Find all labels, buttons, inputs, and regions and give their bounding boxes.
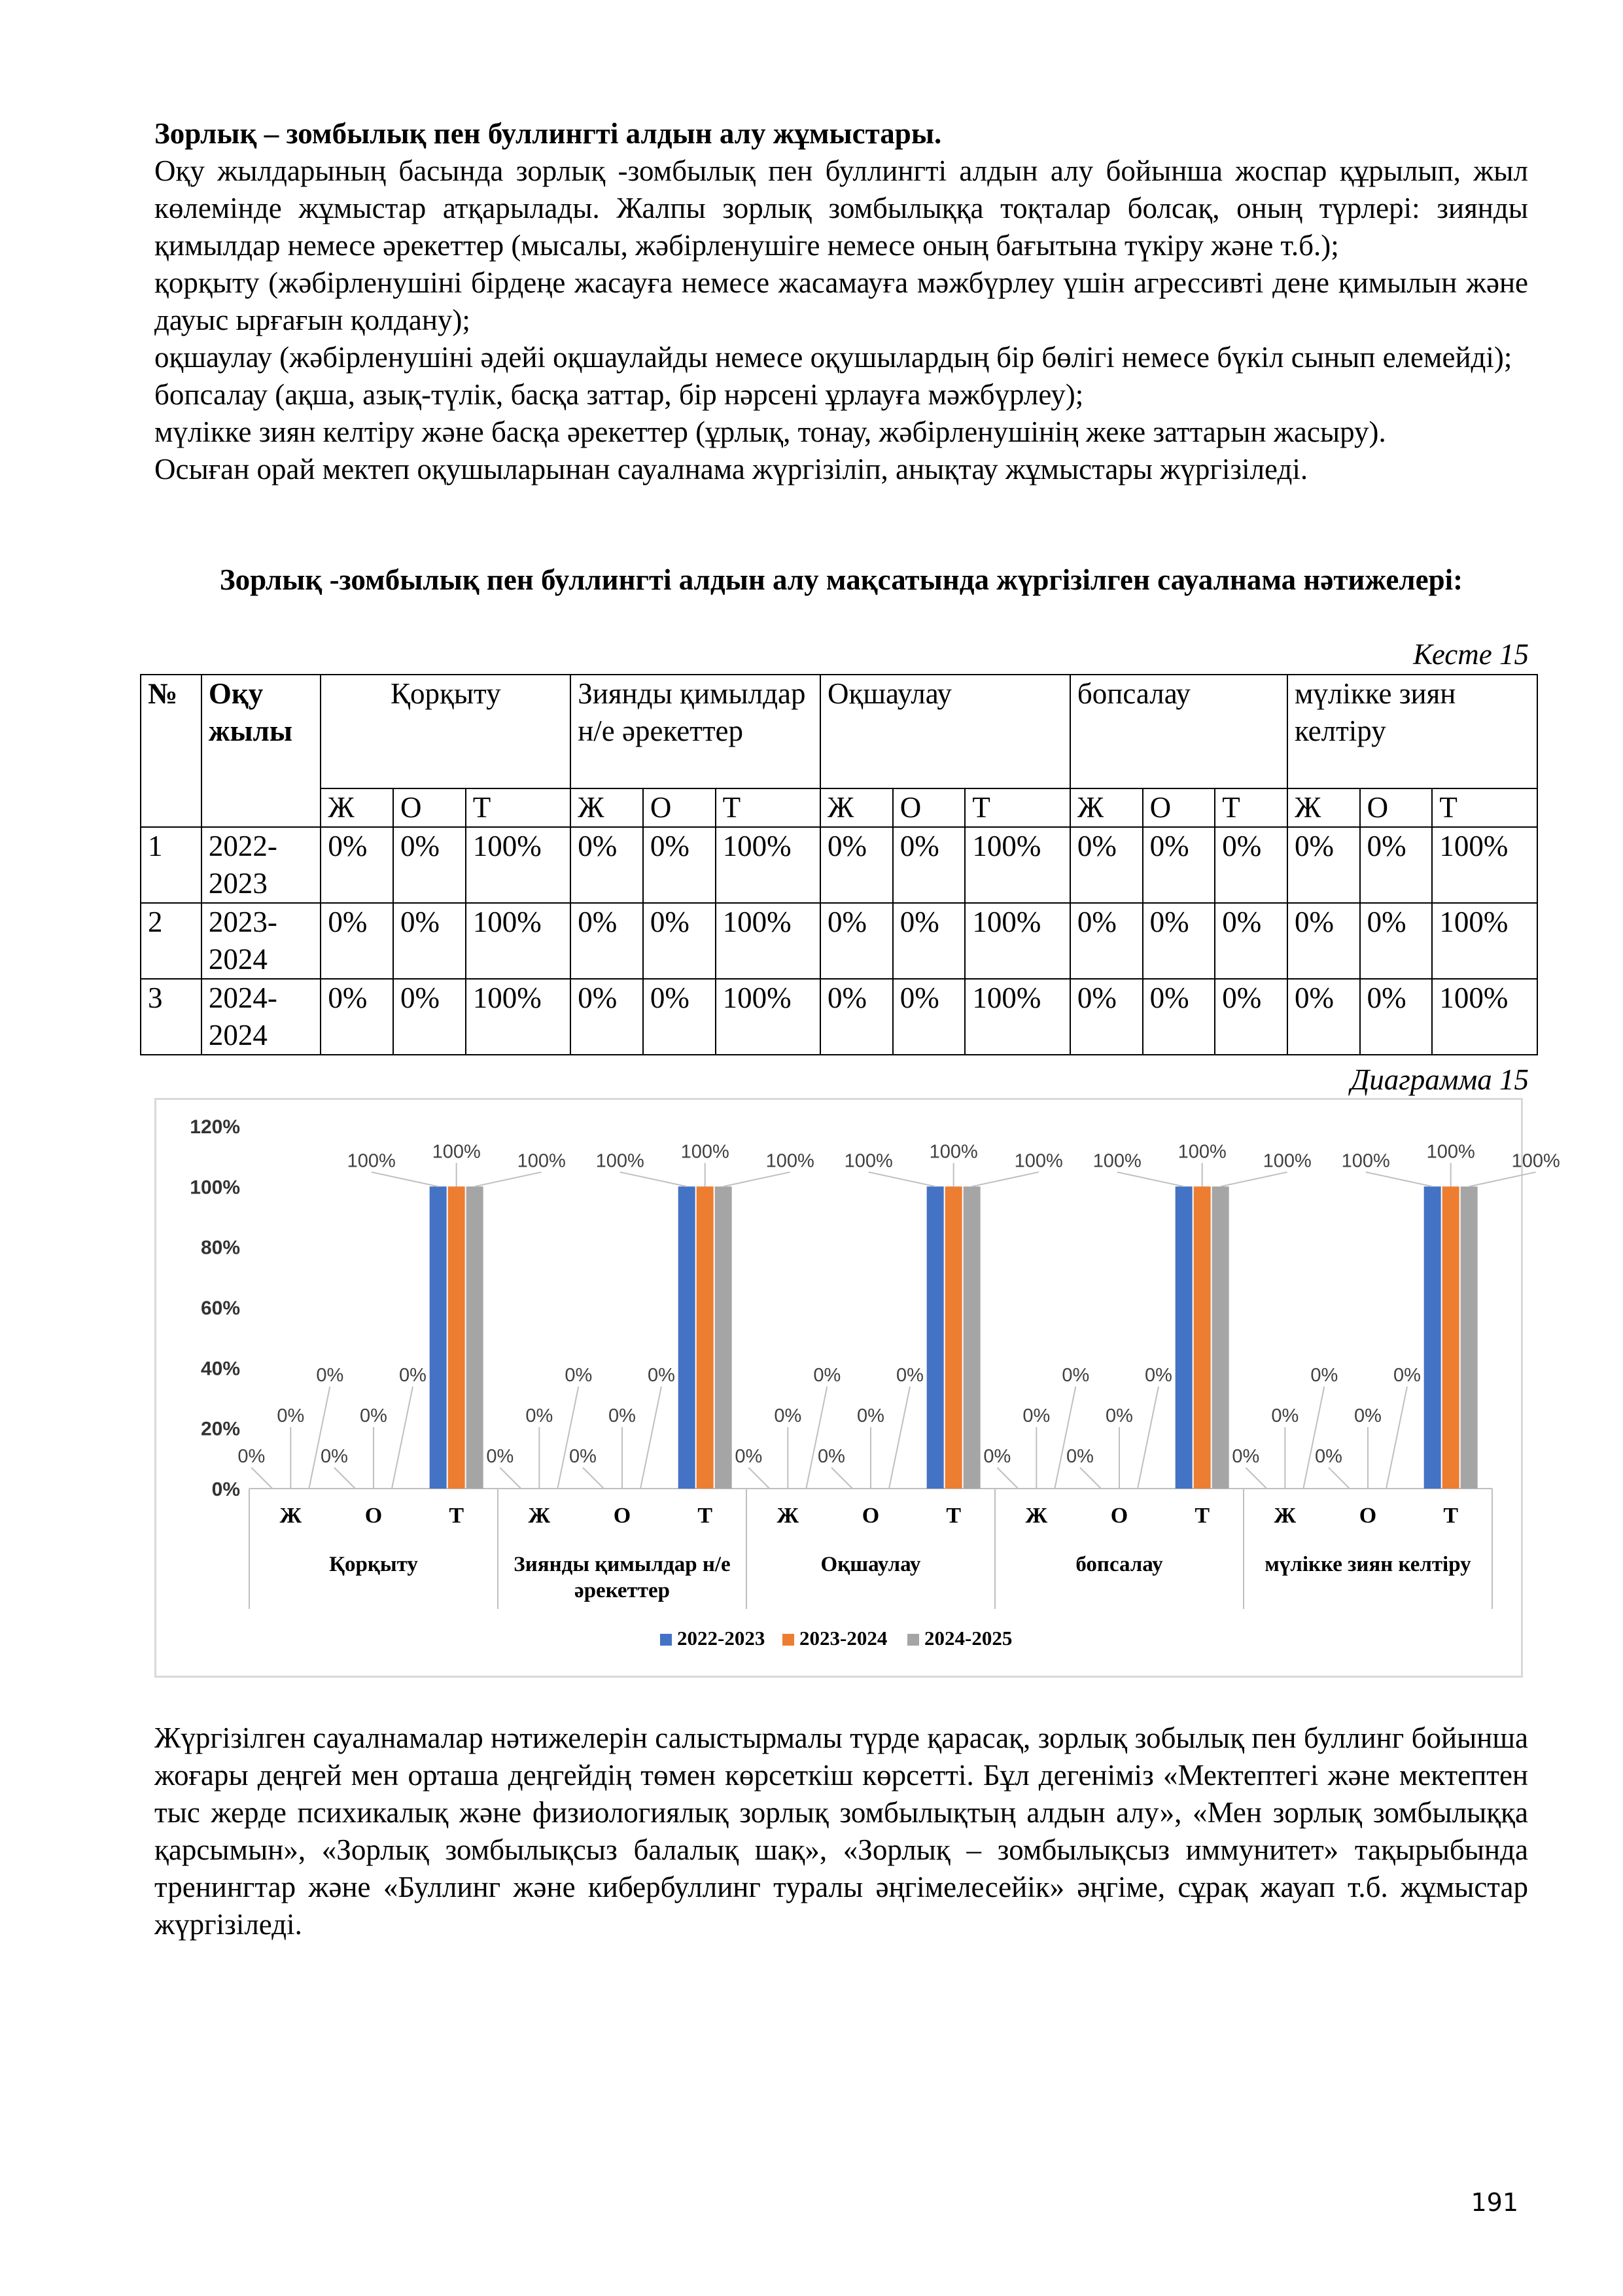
chart-caption: Диаграмма 15 <box>1350 1063 1529 1096</box>
table-cell: 0% <box>1360 827 1433 903</box>
subheader-1-3: Т <box>466 788 570 827</box>
data-label-leader <box>1080 1468 1101 1489</box>
header-year: Оқу жылы <box>201 675 321 827</box>
table-title: Зорлық -зомбылық пен буллингті алдын алу мақсатында жүргізілген сауалнама нәтижелері: <box>219 563 1463 596</box>
data-label: 100% <box>347 1150 396 1172</box>
bar <box>430 1186 447 1489</box>
data-label-leader <box>1246 1468 1266 1489</box>
x-subcategory-label: Ж <box>528 1504 551 1528</box>
table-cell: 0% <box>570 903 643 979</box>
data-label: 100% <box>595 1150 644 1172</box>
intro-paragraph-6: Осыған орай мектеп оқушыларынан сауалнама жүргізіліп, анықтау жұмыстары жүргізіледі. <box>154 453 1308 486</box>
x-subcategory-label: Ж <box>1025 1504 1048 1528</box>
table-header-row <box>141 675 1537 788</box>
header-no: № <box>141 675 201 827</box>
table-cell: 0% <box>321 979 393 1055</box>
table-row <box>141 979 1537 1055</box>
table-cell: 100% <box>1432 827 1537 903</box>
subheader-5-1: Ж <box>1287 788 1360 827</box>
legend-swatch <box>782 1634 794 1646</box>
data-label: 100% <box>929 1141 978 1163</box>
intro-section <box>154 115 1528 488</box>
data-label-leader <box>1303 1386 1324 1489</box>
x-subcategory-label: Т <box>1195 1504 1210 1528</box>
data-label-leader <box>1055 1386 1075 1489</box>
legend-label: 2022-2023 <box>677 1627 765 1650</box>
subheader-1-2: О <box>393 788 466 827</box>
table-cell: 0% <box>1070 827 1143 903</box>
data-label-leader <box>1469 1172 1536 1186</box>
table-cell: 100% <box>466 827 570 903</box>
subheader-4-2: О <box>1143 788 1215 827</box>
data-label: 0% <box>486 1446 514 1467</box>
bar <box>945 1186 962 1489</box>
subheader-1-1: Ж <box>321 788 393 827</box>
table-cell: 0% <box>820 903 893 979</box>
table-cell: 0% <box>393 903 466 979</box>
x-group-label: бопсалау <box>1075 1553 1163 1576</box>
subheader-3-1: Ж <box>820 788 893 827</box>
table-cell: 0% <box>1215 979 1287 1055</box>
table-cell: 100% <box>466 903 570 979</box>
table-cell: 100% <box>716 979 820 1055</box>
table-body <box>141 827 1537 1055</box>
table-cell: 0% <box>893 827 966 903</box>
table-cell: 0% <box>570 827 643 903</box>
data-label-leader <box>392 1386 413 1489</box>
legend-label: 2024-2025 <box>924 1627 1013 1650</box>
data-label: 100% <box>1178 1141 1227 1163</box>
row-number: 2 <box>141 903 201 979</box>
data-label-leader <box>869 1172 935 1186</box>
data-label: 0% <box>1145 1365 1172 1386</box>
table-cell: 0% <box>893 979 966 1055</box>
data-label-leader <box>831 1468 852 1489</box>
data-label-leader <box>1221 1172 1287 1186</box>
table-cell: 100% <box>1432 903 1537 979</box>
data-label: 0% <box>1022 1405 1051 1426</box>
table-cell: 0% <box>820 979 893 1055</box>
intro-paragraph-5: мүлікке зиян келтіру және басқа әрекеттер (ұрлық, тонау, жәбірленушінің жеке заттарын жасыру). <box>154 415 1386 448</box>
x-subcategory-label: Ж <box>777 1504 799 1528</box>
header-group-5: мүлікке зиян келтіру <box>1287 675 1537 788</box>
x-subcategory-label: Т <box>1443 1504 1459 1528</box>
data-label-leader <box>557 1386 578 1489</box>
y-tick-label: 60% <box>200 1298 240 1319</box>
table-cell: 0% <box>1215 903 1287 979</box>
data-label-leader <box>972 1172 1039 1186</box>
y-tick-label: 0% <box>211 1479 240 1500</box>
subheader-4-1: Ж <box>1070 788 1143 827</box>
survey-table <box>140 674 1538 1055</box>
data-label: 100% <box>517 1150 566 1172</box>
data-label: 0% <box>316 1365 344 1386</box>
data-label-leader <box>806 1386 827 1489</box>
section-heading: Зорлық – зомбылық пен буллингті алдын алу жұмыстары. <box>154 117 942 150</box>
table-row <box>141 903 1537 979</box>
data-label-leader <box>997 1468 1018 1489</box>
table-cell: 0% <box>1360 903 1433 979</box>
subheader-3-3: Т <box>965 788 1070 827</box>
data-label: 0% <box>1393 1365 1421 1386</box>
subheader-4-3: Т <box>1215 788 1287 827</box>
data-label-leader <box>724 1172 790 1186</box>
x-group-label: Зиянды қимылдар н/е әрекеттер <box>514 1553 731 1602</box>
data-label: 0% <box>983 1446 1011 1467</box>
data-label: 100% <box>1092 1150 1142 1172</box>
y-tick-label: 80% <box>200 1237 240 1259</box>
data-label: 0% <box>565 1365 593 1386</box>
x-subcategory-label: О <box>613 1504 631 1528</box>
intro-paragraph-1: Оқу жылдарының басында зорлық -зомбылық пен буллингті алдын алу бойынша жоспар құрылып, жыл көлемінде жұмыстар атқарылады. Жалпы зорлық зомбылыққа тоқталар болсақ, оның түрлері: зиянды қимылдар немесе әрекеттер (мысалы, жәбірленушіге немесе оның бағытына түкіру және т.б.); <box>154 154 1528 262</box>
header-group-2: Зиянды қимылдар н/е әрекеттер <box>570 675 820 788</box>
bar <box>1176 1186 1193 1489</box>
data-label: 0% <box>525 1405 553 1426</box>
bar <box>448 1186 465 1489</box>
data-label: 0% <box>857 1405 884 1426</box>
data-label-leader <box>251 1468 272 1489</box>
table-cell: 0% <box>643 827 716 903</box>
data-label: 100% <box>1426 1141 1475 1163</box>
data-label-leader <box>1117 1172 1184 1186</box>
data-label-leader <box>1138 1386 1159 1489</box>
x-subcategory-label: Ж <box>279 1504 302 1528</box>
x-subcategory-label: Т <box>449 1504 464 1528</box>
legend-swatch <box>660 1634 672 1646</box>
x-group-label: Қорқыту <box>329 1553 418 1576</box>
bar <box>1461 1186 1478 1489</box>
table-row <box>141 827 1537 903</box>
data-label: 0% <box>818 1446 845 1467</box>
data-label: 0% <box>608 1405 636 1426</box>
table-cell: 0% <box>1360 979 1433 1055</box>
table-cell: 0% <box>321 827 393 903</box>
data-label: 100% <box>765 1150 814 1172</box>
intro-paragraph-3: оқшаулау (жәбірленушіні әдейі оқшаулайды немесе оқушылардың бір бөлігі немесе бүкіл сынып елемейді); <box>154 341 1512 374</box>
table-cell: 100% <box>716 903 820 979</box>
x-group-label: мүлікке зиян келтіру <box>1265 1553 1471 1576</box>
table-cell: 0% <box>393 979 466 1055</box>
table-cell: 100% <box>1432 979 1537 1055</box>
data-label: 0% <box>237 1446 266 1467</box>
bar <box>697 1186 714 1489</box>
table-cell: 0% <box>1070 903 1143 979</box>
table-cell: 0% <box>820 827 893 903</box>
data-label: 100% <box>1341 1150 1390 1172</box>
table-cell: 0% <box>1143 979 1215 1055</box>
data-label: 0% <box>399 1365 427 1386</box>
subheader-2-3: Т <box>716 788 820 827</box>
data-label: 0% <box>1062 1365 1090 1386</box>
table-cell: 0% <box>893 903 966 979</box>
data-label: 0% <box>1354 1405 1382 1426</box>
data-label: 0% <box>1106 1405 1133 1426</box>
table-cell: 0% <box>1143 827 1215 903</box>
subheader-5-2: О <box>1360 788 1433 827</box>
table-cell: 100% <box>466 979 570 1055</box>
data-label-leader <box>620 1172 687 1186</box>
data-label: 100% <box>1263 1150 1312 1172</box>
data-label: 100% <box>1511 1150 1560 1172</box>
table-cell: 0% <box>570 979 643 1055</box>
y-tick-label: 120% <box>190 1116 240 1138</box>
table-cell: 100% <box>965 903 1070 979</box>
bar <box>1194 1186 1211 1489</box>
x-subcategory-label: Т <box>697 1504 713 1528</box>
row-year: 2023-2024 <box>201 903 321 979</box>
data-label: 0% <box>1310 1365 1338 1386</box>
bar <box>715 1186 732 1489</box>
data-label: 0% <box>1315 1446 1342 1467</box>
bar <box>1442 1186 1459 1489</box>
data-label: 0% <box>1271 1405 1299 1426</box>
header-group-3: Оқшаулау <box>820 675 1070 788</box>
y-tick-label: 100% <box>190 1176 240 1199</box>
data-label-leader <box>583 1468 604 1489</box>
table-subheader-row <box>141 788 1537 827</box>
data-label-leader <box>334 1468 355 1489</box>
y-tick-label: 20% <box>200 1418 240 1440</box>
x-subcategory-label: О <box>1110 1504 1128 1528</box>
data-label: 0% <box>648 1365 675 1386</box>
table-cell: 100% <box>716 827 820 903</box>
data-label: 100% <box>844 1150 893 1172</box>
table-cell: 0% <box>1287 903 1360 979</box>
data-label: 100% <box>432 1141 481 1163</box>
data-label-leader <box>1366 1172 1433 1186</box>
data-label: 0% <box>1066 1446 1094 1467</box>
legend-label: 2023-2024 <box>799 1627 888 1650</box>
bar <box>964 1186 981 1489</box>
x-subcategory-label: О <box>364 1504 383 1528</box>
page-number: 191 <box>1471 2188 1518 2217</box>
subheader-2-1: Ж <box>570 788 643 827</box>
header-group-1: Қорқыту <box>321 675 570 788</box>
header-group-4: бопсалау <box>1070 675 1287 788</box>
legend-swatch <box>907 1634 919 1646</box>
table-cell: 0% <box>1215 827 1287 903</box>
subheader-5-3: Т <box>1432 788 1537 827</box>
data-label-leader <box>889 1386 910 1489</box>
data-label-leader <box>1386 1386 1407 1489</box>
intro-paragraph-2: қорқыту (жәбірленушіні бірдеңе жасауға немесе жасамауға мәжбүрлеу үшін агрессивті дене қимылын және дауыс ырғағын қолдану); <box>154 266 1528 336</box>
table-cell: 0% <box>393 827 466 903</box>
table-cell: 0% <box>643 979 716 1055</box>
bar <box>1212 1186 1229 1489</box>
chart-container <box>154 1098 1560 1678</box>
row-year: 2024-2024 <box>201 979 321 1055</box>
table-cell: 0% <box>1287 979 1360 1055</box>
x-subcategory-label: О <box>862 1504 880 1528</box>
table-cell: 0% <box>321 903 393 979</box>
x-subcategory-label: Т <box>946 1504 962 1528</box>
table-cell: 0% <box>1287 827 1360 903</box>
data-label-leader <box>309 1386 330 1489</box>
data-label: 0% <box>774 1405 802 1426</box>
bar-chart <box>156 1100 1560 1676</box>
x-subcategory-label: Ж <box>1274 1504 1297 1528</box>
bar <box>927 1186 944 1489</box>
data-label-leader <box>475 1172 542 1186</box>
data-label: 0% <box>896 1365 924 1386</box>
data-label: 0% <box>735 1446 763 1467</box>
data-label: 0% <box>813 1365 841 1386</box>
intro-paragraph-4: бопсалау (ақша, азық-түлік, басқа заттар, бір нәрсені ұрлауға мәжбүрлеу); <box>154 378 1084 411</box>
data-label: 0% <box>321 1446 348 1467</box>
table-cell: 0% <box>1070 979 1143 1055</box>
subheader-3-2: О <box>893 788 966 827</box>
data-label-leader <box>500 1468 521 1489</box>
bar <box>466 1186 483 1489</box>
y-tick-label: 40% <box>200 1358 240 1380</box>
bar <box>1424 1186 1441 1489</box>
row-number: 1 <box>141 827 201 903</box>
row-year: 2022-2023 <box>201 827 321 903</box>
data-label: 100% <box>1014 1150 1063 1172</box>
conclusion-paragraph: Жүргізілген сауалнамалар нәтижелерін салыстырмалы түрде қарасақ, зорлық зобылық пен буллинг бойынша жоғары деңгей мен орташа деңгейдің төмен көрсеткіш көрсетті. Бұл дегеніміз «Мектептегі және мектептен тыс жерде психикалық және физиологиялық зорлық зомбылықтың алдын алу», «Мен зорлық зомбылыққа қарсымын», «Зорлық зомбылықсыз балалық шақ», «Зорлық – зомбылықсыз иммунитет» тақырыбында тренингтар және «Буллинг және кибербуллинг туралы әңгімелесейік» әңгіме, сұрақ жауап т.б. жұмыстар жүргізіледі. <box>154 1722 1528 1941</box>
data-label-leader <box>1329 1468 1350 1489</box>
data-label-leader <box>748 1468 769 1489</box>
data-label-leader <box>372 1172 438 1186</box>
bar <box>678 1186 695 1489</box>
x-group-label: Оқшаулау <box>820 1553 921 1576</box>
data-label: 0% <box>569 1446 597 1467</box>
data-label: 100% <box>680 1141 729 1163</box>
table-cell: 100% <box>965 827 1070 903</box>
data-label-leader <box>640 1386 661 1489</box>
data-label: 0% <box>360 1405 387 1426</box>
table-cell: 100% <box>965 979 1070 1055</box>
x-subcategory-label: О <box>1359 1504 1377 1528</box>
subheader-2-2: О <box>643 788 716 827</box>
table-cell: 0% <box>643 903 716 979</box>
table-caption: Кесте 15 <box>1413 638 1529 671</box>
table-cell: 0% <box>1143 903 1215 979</box>
data-label: 0% <box>277 1405 305 1426</box>
row-number: 3 <box>141 979 201 1055</box>
data-label: 0% <box>1232 1446 1260 1467</box>
